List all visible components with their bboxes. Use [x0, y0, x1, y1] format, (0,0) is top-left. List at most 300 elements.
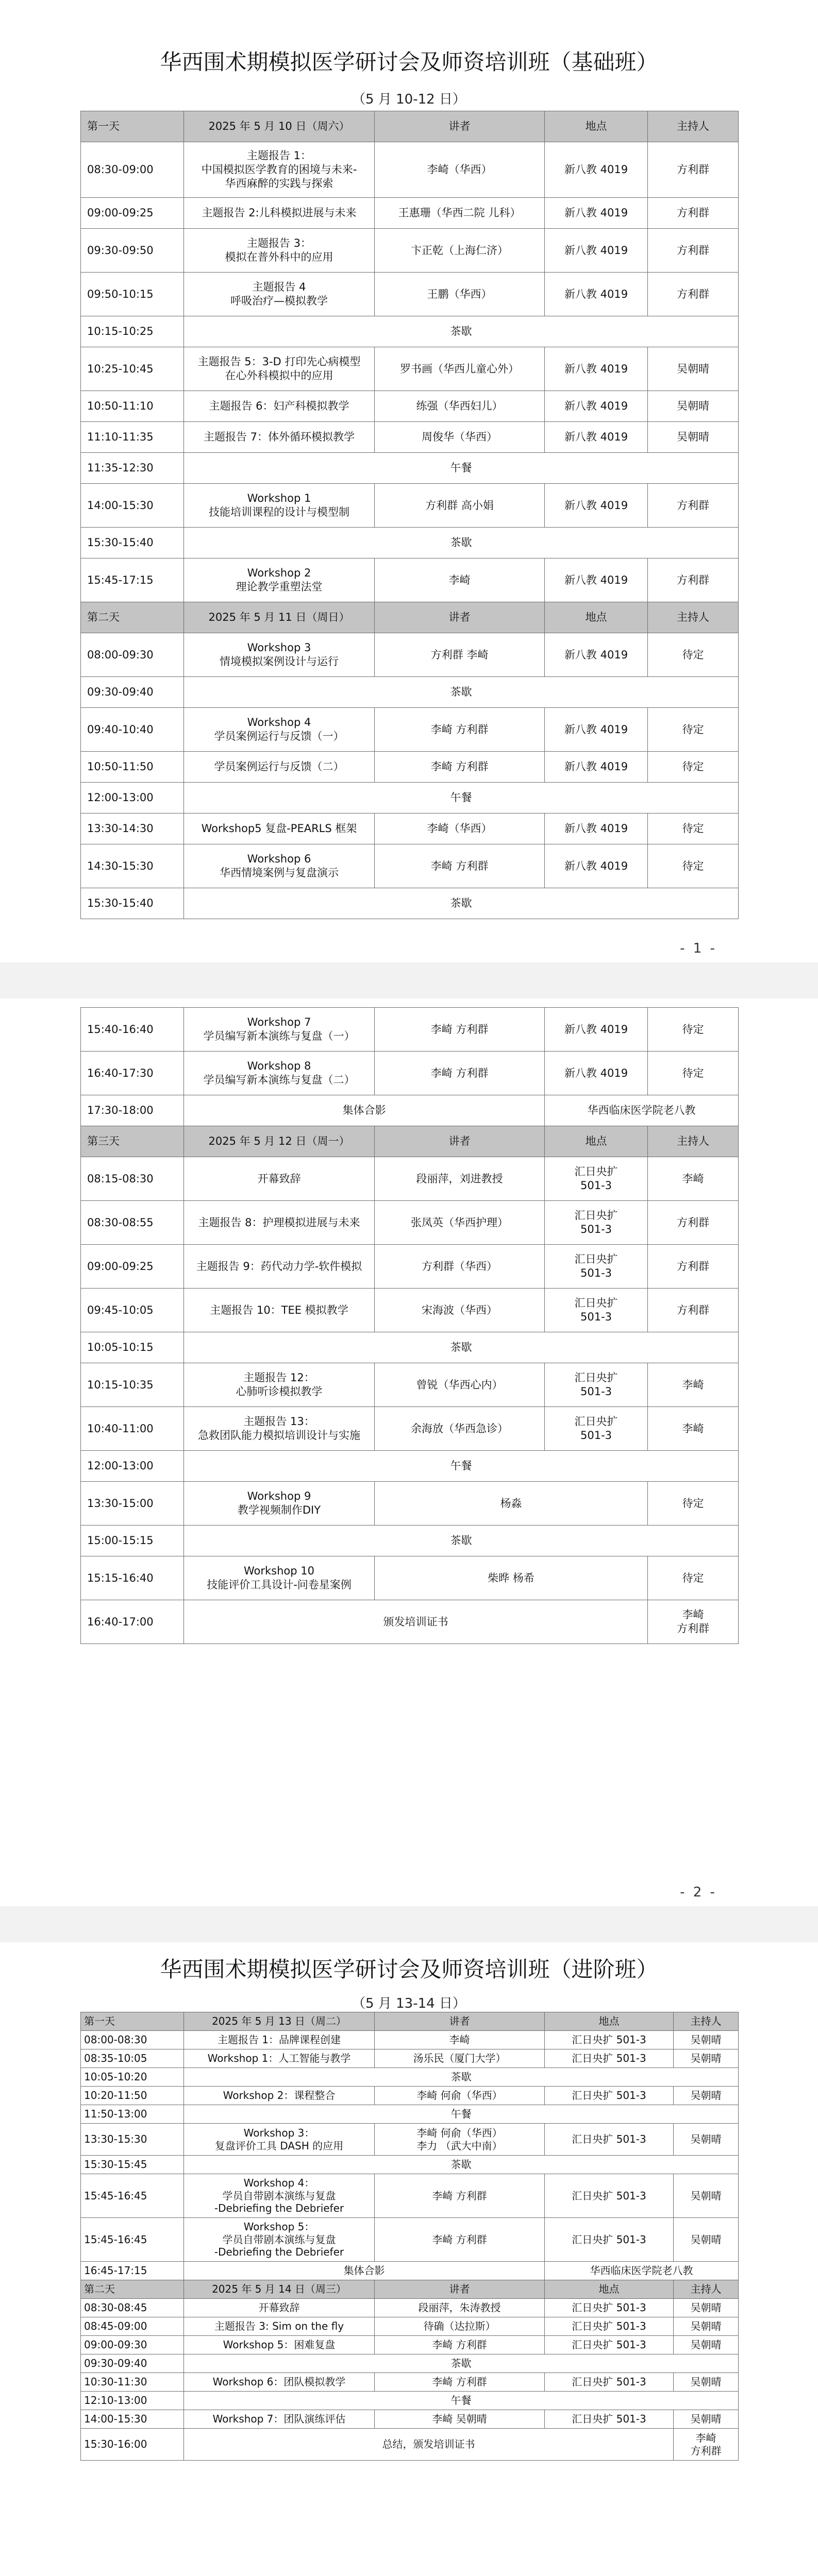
schedule-table-basic-day2-3 [80, 1007, 739, 1644]
location-cell: 新八教 4019 [545, 198, 648, 229]
topic-cell: 茶歇 [184, 2068, 739, 2087]
host-cell: 吴朝晴 [674, 2299, 739, 2317]
speaker-cell: 李崎 方利群 [375, 2336, 545, 2354]
topic-cell: 午餐 [184, 2105, 739, 2124]
header-topic-cell: 2025 年 5 月 12 日（周一） [184, 1126, 375, 1157]
table-row [81, 558, 739, 602]
page-number: - 2 - [680, 1885, 717, 1900]
cell-text-line: 模拟在普外科中的应用 [225, 251, 333, 263]
table-row [81, 2218, 739, 2262]
location-cell: 汇日央扩 501-3 [545, 2373, 674, 2392]
cell-text-line: 主题报告 3： [246, 237, 312, 250]
time-cell: 15:15-16:40 [81, 1556, 184, 1600]
speaker-cell: 李崎 [375, 2031, 545, 2049]
cell-text-line: 方利群 [677, 1622, 709, 1635]
time-cell: 08:30-09:00 [81, 142, 184, 198]
time-cell: 08:15-08:30 [81, 1157, 184, 1201]
topic-cell: 主题报告 3: Sim on the fly [184, 2317, 375, 2336]
table-row [81, 2410, 739, 2429]
topic-cell: 开幕致辞 [184, 1157, 375, 1201]
topic-cell [184, 558, 375, 602]
host-cell: 吴朝晴 [674, 2218, 739, 2262]
table-row [81, 1245, 739, 1289]
topic-cell [184, 484, 375, 528]
topic-cell: Workshop 1：人工智能与教学 [184, 2049, 375, 2068]
location-cell [545, 1201, 648, 1245]
table-row [81, 2317, 739, 2336]
cell-text-line: 急救团队能力模拟培训设计与实施 [198, 1429, 360, 1442]
cell-text-line: 复盘评价工具 DASH 的应用 [214, 2139, 344, 2152]
time-cell: 16:40-17:00 [81, 1600, 184, 1644]
location-cell: 新八教 4019 [545, 708, 648, 752]
time-cell: 16:45-17:15 [81, 2262, 184, 2280]
header-speaker-cell: 讲者 [375, 2280, 545, 2299]
table-row [81, 1407, 739, 1451]
topic-cell: 颁发培训证书 [184, 1600, 648, 1644]
time-cell: 10:30-11:30 [81, 2373, 184, 2392]
location-cell: 新八教 4019 [545, 484, 648, 528]
speaker-cell: 罗书画（华西儿童心外） [375, 347, 545, 391]
time-cell: 10:50-11:10 [81, 391, 184, 422]
time-cell: 10:25-10:45 [81, 347, 184, 391]
time-cell: 08:30-08:55 [81, 1201, 184, 1245]
time-cell: 15:40-16:40 [81, 1008, 184, 1052]
speaker-cell: 李崎 方利群 [375, 752, 545, 783]
time-cell: 15:30-16:00 [81, 2429, 184, 2461]
header-speaker-cell: 讲者 [375, 2012, 545, 2031]
header-host-cell: 主持人 [674, 2280, 739, 2299]
speaker-cell: 李崎（华西） [375, 142, 545, 198]
host-cell: 方利群 [648, 1201, 739, 1245]
table-row [81, 1201, 739, 1245]
speaker-cell: 方利群 李崎 [375, 633, 545, 677]
time-cell: 14:00-15:30 [81, 2410, 184, 2429]
header-topic-cell: 2025 年 5 月 11 日（周日） [184, 602, 375, 633]
speaker-cell: 李崎 方利群 [375, 2218, 545, 2262]
location-cell [545, 1407, 648, 1451]
location-cell: 汇日央扩 501-3 [545, 2410, 674, 2429]
host-cell: 方利群 [648, 229, 739, 273]
table-row [81, 2156, 739, 2174]
table-header-row [81, 2012, 739, 2031]
table-row [81, 888, 739, 919]
table-row [81, 1332, 739, 1363]
cell-text-line: 李崎 [695, 2432, 716, 2445]
cell-text-line: 技能评价工具设计-问卷星案例 [207, 1579, 352, 1591]
time-cell: 12:00-13:00 [81, 783, 184, 814]
speaker-cell: 练强（华西妇儿） [375, 391, 545, 422]
location-cell: 新八教 4019 [545, 633, 648, 677]
time-cell: 13:30-15:30 [81, 2124, 184, 2156]
topic-cell: Workshop 7：团队演练评估 [184, 2410, 375, 2429]
time-cell: 15:30-15:40 [81, 528, 184, 558]
header-topic-cell: 2025 年 5 月 10 日（周六） [184, 111, 375, 142]
table-row [81, 422, 739, 453]
time-cell: 14:00-15:30 [81, 484, 184, 528]
table-row [81, 316, 739, 347]
topic-cell: 开幕致辞 [184, 2299, 375, 2317]
header-location-cell: 地点 [545, 111, 648, 142]
speaker-cell: 李崎 [375, 558, 545, 602]
host-cell: 吴朝晴 [674, 2336, 739, 2354]
table-row [81, 1363, 739, 1407]
table-row [81, 273, 739, 316]
header-topic-cell: 2025 年 5 月 13 日（周二） [184, 2012, 375, 2031]
header-host-cell: 主持人 [648, 1126, 739, 1157]
host-cell: 待定 [648, 844, 739, 888]
table-row [81, 2429, 739, 2461]
cell-text-line: 主题报告 4 [252, 281, 306, 294]
topic-cell: 午餐 [184, 453, 739, 484]
location-cell [545, 1157, 648, 1201]
table-row [81, 2031, 739, 2049]
time-cell: 10:15-10:35 [81, 1363, 184, 1407]
host-cell: 吴朝晴 [648, 422, 739, 453]
topic-cell [184, 708, 375, 752]
header-location-cell: 地点 [545, 2280, 674, 2299]
cell-text-line: 汇日央扩 [574, 1165, 618, 1178]
location-cell: 新八教 4019 [545, 844, 648, 888]
location-cell: 新八教 4019 [545, 558, 648, 602]
table-row [81, 484, 739, 528]
cell-text-line: Workshop 7 [247, 1016, 311, 1029]
time-cell: 09:30-09:40 [81, 2354, 184, 2373]
location-cell: 新八教 4019 [545, 1008, 648, 1052]
section1-subtitle: （5 月 10-12 日） [352, 92, 466, 107]
table-row [81, 1556, 739, 1600]
topic-cell [184, 273, 375, 316]
speaker-cell: 待确（达拉斯） [375, 2317, 545, 2336]
cell-text-line: 501-3 [580, 1223, 612, 1235]
cell-text-line: Workshop 6 [247, 853, 311, 866]
cell-text-line: Workshop 2 [247, 567, 311, 580]
cell-text-line: -Debriefing the Debriefer [214, 2202, 344, 2215]
topic-cell [184, 2124, 375, 2156]
topic-cell [184, 229, 375, 273]
speaker-cell: 张凤英（华西护理） [375, 1201, 545, 1245]
table-row [81, 2049, 739, 2068]
time-cell: 13:30-15:00 [81, 1482, 184, 1526]
header-time-cell: 第三天 [81, 1126, 184, 1157]
location-cell: 华西临床医学院老八教 [545, 1095, 739, 1126]
header-time-cell: 第二天 [81, 602, 184, 633]
cell-text-line: Workshop 10 [243, 1565, 314, 1578]
cell-text-line: 李力 （武大中南） [416, 2139, 503, 2152]
location-cell: 汇日央扩 501-3 [545, 2317, 674, 2336]
page-separator [0, 962, 818, 998]
cell-text-line: 汇日央扩 [574, 1297, 618, 1310]
topic-cell: 茶歇 [184, 1332, 739, 1363]
section2-title: 华西围术期模拟医学研讨会及师资培训班（进阶班） [160, 1957, 658, 1982]
location-cell: 汇日央扩 501-3 [545, 2218, 674, 2262]
topic-cell [184, 1363, 375, 1407]
table-row [81, 198, 739, 229]
cell-text-line: 501-3 [580, 1385, 612, 1398]
table-row [81, 391, 739, 422]
speaker-cell: 余海放（华西急诊） [375, 1407, 545, 1451]
topic-cell: 茶歇 [184, 888, 739, 919]
location-cell: 新八教 4019 [545, 347, 648, 391]
host-cell: 吴朝晴 [674, 2087, 739, 2105]
table-row [81, 2392, 739, 2410]
host-cell: 吴朝晴 [674, 2031, 739, 2049]
topic-cell: 总结，颁发培训证书 [184, 2429, 674, 2461]
table-row [81, 708, 739, 752]
host-cell: 待定 [648, 1008, 739, 1052]
time-cell: 12:00-13:00 [81, 1451, 184, 1482]
cell-text-line: 汇日央扩 [574, 1253, 618, 1266]
page-separator [0, 1906, 818, 1942]
header-location-cell: 地点 [545, 1126, 648, 1157]
host-cell [648, 1600, 739, 1644]
table-header-row [81, 1126, 739, 1157]
time-cell: 08:35-10:05 [81, 2049, 184, 2068]
time-cell: 15:45-16:45 [81, 2174, 184, 2218]
time-cell: 11:35-12:30 [81, 453, 184, 484]
topic-cell [184, 1556, 375, 1600]
table-row [81, 2124, 739, 2156]
speaker-cell: 段丽萍，朱涛教授 [375, 2299, 545, 2317]
time-cell: 08:00-09:30 [81, 633, 184, 677]
topic-cell: 集体合影 [184, 1095, 545, 1126]
cell-text-line: 呼吸治疗—模拟教学 [230, 295, 328, 307]
cell-text-line: 在心外科模拟中的应用 [225, 369, 333, 382]
location-cell: 新八教 4019 [545, 273, 648, 316]
topic-cell [184, 1407, 375, 1451]
topic-cell: Workshop 6：团队模拟教学 [184, 2373, 375, 2392]
host-cell: 方利群 [648, 558, 739, 602]
location-cell [545, 1245, 648, 1289]
cell-text-line: 主题报告 12： [243, 1371, 315, 1384]
topic-cell [184, 1008, 375, 1052]
table-row [81, 1526, 739, 1556]
topic-cell [184, 633, 375, 677]
host-cell: 待定 [648, 1482, 739, 1526]
table-row [81, 2373, 739, 2392]
cell-text-line: 主题报告 1： [246, 149, 312, 162]
time-cell: 09:00-09:25 [81, 1245, 184, 1289]
speaker-cell: 柴晔 杨希 [375, 1556, 648, 1600]
table-row [81, 1095, 739, 1126]
header-speaker-cell: 讲者 [375, 602, 545, 633]
time-cell: 09:30-09:40 [81, 677, 184, 708]
cell-text-line: 501-3 [580, 1429, 612, 1442]
topic-cell [184, 2174, 375, 2218]
speaker-cell: 卞正乾（上海仁济） [375, 229, 545, 273]
host-cell: 吴朝晴 [648, 347, 739, 391]
cell-text-line: 学员编写新本演练与复盘（二） [203, 1074, 355, 1086]
host-cell: 方利群 [648, 484, 739, 528]
cell-text-line: 汇日央扩 [574, 1415, 618, 1428]
cell-text-line: 中国模拟医学教育的困境与未来- [201, 163, 357, 176]
location-cell: 汇日央扩 501-3 [545, 2336, 674, 2354]
topic-cell [184, 1052, 375, 1095]
time-cell: 10:50-11:50 [81, 752, 184, 783]
host-cell: 待定 [648, 752, 739, 783]
speaker-cell: 李崎 方利群 [375, 708, 545, 752]
cell-text-line: Workshop 3 [247, 641, 311, 654]
host-cell: 李崎 [648, 1363, 739, 1407]
cell-text-line: 学员编写新本演练与复盘（一） [203, 1030, 355, 1042]
cell-text-line: Workshop 4： [243, 2177, 315, 2190]
cell-text-line: 主题报告 5：3-D 打印先心病模型 [197, 355, 361, 368]
speaker-cell: 方利群（华西） [375, 1245, 545, 1289]
cell-text-line: Workshop 5： [243, 2221, 315, 2233]
host-cell: 待定 [648, 1052, 739, 1095]
time-cell: 10:15-10:25 [81, 316, 184, 347]
time-cell: 08:00-08:30 [81, 2031, 184, 2049]
location-cell: 汇日央扩 501-3 [545, 2174, 674, 2218]
time-cell: 09:30-09:50 [81, 229, 184, 273]
topic-cell: 主题报告 7：体外循环模拟教学 [184, 422, 375, 453]
cell-text-line: 华西麻醉的实践与探索 [225, 177, 333, 190]
table-header-row [81, 2280, 739, 2299]
topic-cell: 茶歇 [184, 2156, 739, 2174]
page-number: - 1 - [680, 941, 717, 956]
header-host-cell: 主持人 [674, 2012, 739, 2031]
table-row [81, 2068, 739, 2087]
time-cell: 09:45-10:05 [81, 1289, 184, 1332]
cell-text-line: Workshop 3： [243, 2127, 315, 2140]
header-time-cell: 第一天 [81, 111, 184, 142]
speaker-cell: 李崎 方利群 [375, 2373, 545, 2392]
topic-cell: Workshop 2：课程整合 [184, 2087, 375, 2105]
table-row [81, 229, 739, 273]
cell-text-line: 李崎 [682, 1608, 704, 1621]
table-row [81, 1451, 739, 1482]
time-cell: 09:00-09:30 [81, 2336, 184, 2354]
table-row [81, 1157, 739, 1201]
topic-cell: Workshop 5：困难复盘 [184, 2336, 375, 2354]
speaker-cell: 宋海波（华西） [375, 1289, 545, 1332]
location-cell: 汇日央扩 501-3 [545, 2031, 674, 2049]
table-row [81, 2087, 739, 2105]
time-cell: 12:10-13:00 [81, 2392, 184, 2410]
speaker-cell: 李崎 方利群 [375, 844, 545, 888]
topic-cell: 午餐 [184, 1451, 739, 1482]
host-cell: 吴朝晴 [674, 2124, 739, 2156]
host-cell: 吴朝晴 [674, 2373, 739, 2392]
speaker-cell: 李崎 吴朝晴 [375, 2410, 545, 2429]
topic-cell: 集体合影 [184, 2262, 545, 2280]
cell-text-line: 学员案例运行与反馈（一） [214, 730, 344, 742]
cell-text-line: Workshop 4 [247, 716, 311, 729]
cell-text-line: 李崎 何俞（华西） [416, 2127, 503, 2140]
table-header-row [81, 602, 739, 633]
table-row [81, 2336, 739, 2354]
time-cell: 14:30-15:30 [81, 844, 184, 888]
table-row [81, 1008, 739, 1052]
table-row [81, 1600, 739, 1644]
cell-text-line: 501-3 [580, 1267, 612, 1279]
cell-text-line: 汇日央扩 [574, 1209, 618, 1222]
speaker-cell: 曾锐（华西心内） [375, 1363, 545, 1407]
host-cell: 方利群 [648, 142, 739, 198]
location-cell: 新八教 4019 [545, 814, 648, 844]
host-cell: 待定 [648, 633, 739, 677]
host-cell: 吴朝晴 [674, 2317, 739, 2336]
topic-cell [184, 1482, 375, 1526]
host-cell: 待定 [648, 814, 739, 844]
cell-text-line: 学员自带剧本演练与复盘 [222, 2189, 336, 2202]
topic-cell: 主题报告 10：TEE 模拟教学 [184, 1289, 375, 1332]
time-cell: 17:30-18:00 [81, 1095, 184, 1126]
time-cell: 08:45-09:00 [81, 2317, 184, 2336]
host-cell: 吴朝晴 [674, 2174, 739, 2218]
time-cell: 16:40-17:30 [81, 1052, 184, 1095]
location-cell: 汇日央扩 501-3 [545, 2087, 674, 2105]
cell-text-line: 汇日央扩 [574, 1371, 618, 1384]
table-row [81, 2262, 739, 2280]
time-cell: 09:50-10:15 [81, 273, 184, 316]
topic-cell: 午餐 [184, 783, 739, 814]
host-cell: 吴朝晴 [648, 391, 739, 422]
topic-cell: 茶歇 [184, 677, 739, 708]
time-cell: 09:00-09:25 [81, 198, 184, 229]
location-cell: 新八教 4019 [545, 142, 648, 198]
speaker-cell [375, 2124, 545, 2156]
table-row [81, 453, 739, 484]
time-cell: 15:45-16:45 [81, 2218, 184, 2262]
table-row [81, 142, 739, 198]
speaker-cell: 李崎 方利群 [375, 1052, 545, 1095]
time-cell: 11:50-13:00 [81, 2105, 184, 2124]
header-host-cell: 主持人 [648, 602, 739, 633]
host-cell: 待定 [648, 708, 739, 752]
speaker-cell: 李崎（华西） [375, 814, 545, 844]
host-cell: 吴朝晴 [674, 2049, 739, 2068]
cell-text-line: 心肺听诊模拟教学 [236, 1385, 323, 1398]
host-cell: 方利群 [648, 1245, 739, 1289]
host-cell [674, 2429, 739, 2461]
topic-cell [184, 142, 375, 198]
time-cell: 09:40-10:40 [81, 708, 184, 752]
table-row [81, 752, 739, 783]
cell-text-line: 501-3 [580, 1311, 612, 1323]
speaker-cell: 段丽萍，刘进教授 [375, 1157, 545, 1201]
header-speaker-cell: 讲者 [375, 111, 545, 142]
speaker-cell: 方利群 高小娟 [375, 484, 545, 528]
location-cell: 新八教 4019 [545, 391, 648, 422]
location-cell: 新八教 4019 [545, 752, 648, 783]
speaker-cell: 李崎 方利群 [375, 1008, 545, 1052]
cell-text-line: 华西情境案例与复盘演示 [220, 867, 339, 879]
cell-text-line: Workshop 1 [247, 492, 311, 505]
section2-subtitle: （5 月 13-14 日） [352, 1996, 466, 2011]
speaker-cell: 王鹏（华西） [375, 273, 545, 316]
topic-cell: 主题报告 6：妇产科模拟教学 [184, 391, 375, 422]
time-cell: 10:05-10:20 [81, 2068, 184, 2087]
host-cell: 方利群 [648, 273, 739, 316]
cell-text-line: 技能培训课程的设计与模型制 [209, 506, 349, 518]
speaker-cell: 周俊华（华西） [375, 422, 545, 453]
topic-cell: Workshop5 复盘-PEARLS 框架 [184, 814, 375, 844]
topic-cell [184, 844, 375, 888]
speaker-cell: 李崎 方利群 [375, 2174, 545, 2218]
cell-text-line: 501-3 [580, 1179, 612, 1192]
topic-cell: 主题报告 8：护理模拟进展与未来 [184, 1201, 375, 1245]
time-cell: 15:45-17:15 [81, 558, 184, 602]
cell-text-line: 主题报告 13： [243, 1415, 315, 1428]
topic-cell: 茶歇 [184, 2354, 739, 2373]
host-cell: 待定 [648, 1556, 739, 1600]
table-row [81, 2174, 739, 2218]
location-cell: 新八教 4019 [545, 229, 648, 273]
time-cell: 15:30-15:40 [81, 888, 184, 919]
schedule-table-basic-day1-2 [80, 111, 739, 919]
header-location-cell: 地点 [545, 602, 648, 633]
location-cell [545, 1363, 648, 1407]
